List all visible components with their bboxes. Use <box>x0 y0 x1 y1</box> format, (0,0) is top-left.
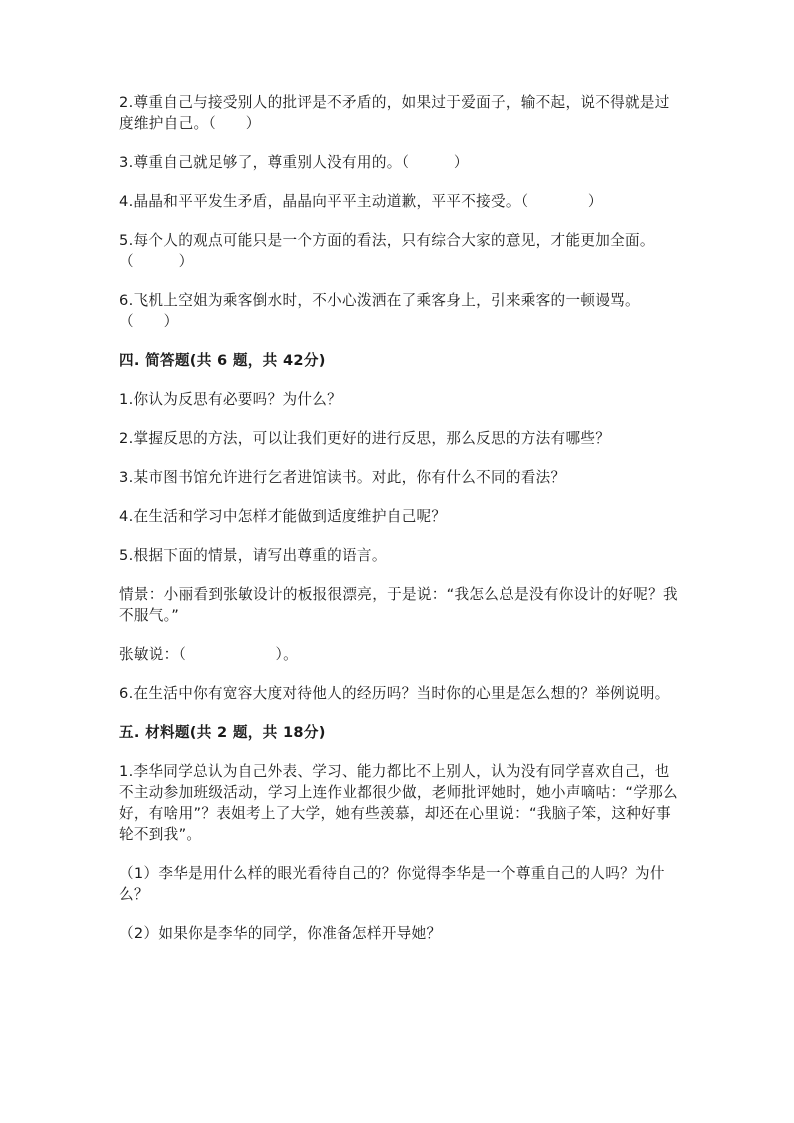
material-subquestion-1: （1）李华是用什么样的眼光看待自己的？你觉得李华是一个尊重自己的人吗？为什么？ <box>119 865 665 903</box>
worksheet-page <box>119 92 679 962</box>
section-5-heading: 五. 材料题(共 2 题，共 18分) <box>119 724 326 741</box>
short-answer-q2: 2.掌握反思的方法，可以让我们更好的进行反思，那么反思的方法有哪些？ <box>119 430 611 447</box>
material-passage: 1.李华同学总认为自己外表、学习、能力都比不上别人，认为没有同学喜欢自己，也不主动参加班级活动，学习上连作业都很少做，老师批评她时，她小声嘀咕：“学那么好，有啥用”？表姐考上了大学，她有些羡慕，却还在心里说：“我脑子笨，这种好事轮不到我”。 <box>119 763 678 843</box>
short-answer-q6: 6.在生活中你有宽容大度对待他人的经历吗？当时你的心里是怎么想的？举例说明。 <box>119 685 670 702</box>
short-answer-q5-answer: 张敏说：（ ）。 <box>119 646 299 663</box>
judgment-item-5: 5.每个人的观点可能只是一个方面的看法，只有综合大家的意见，才能更加全面。（ ） <box>119 232 655 270</box>
short-answer-q5-scenario: 情景：小丽看到张敏设计的板报很漂亮，于是说：“我怎么总是没有你设计的好呢？我不服气。” <box>119 586 678 624</box>
section-4-heading: 四. 简答题(共 6 题，共 42分) <box>119 352 326 369</box>
short-answer-q5: 5.根据下面的情景，请写出尊重的语言。 <box>119 547 387 564</box>
material-subquestion-2: （2）如果你是李华的同学，你准备怎样开导她？ <box>119 925 442 942</box>
short-answer-q4: 4.在生活和学习中怎样才能做到适度维护自己呢？ <box>119 508 447 525</box>
judgment-item-2: 2.尊重自己与接受别人的批评是不矛盾的，如果过于爱面子，输不起，说不得就是过度维护自己。（ ） <box>119 94 670 132</box>
judgment-item-3: 3.尊重自己就足够了，尊重别人没有用的。（ ） <box>119 154 469 171</box>
short-answer-q3: 3.某市图书馆允许进行乞者进馆读书。对此，你有什么不同的看法？ <box>119 469 566 486</box>
short-answer-q1: 1.你认为反思有必要吗？为什么？ <box>119 391 343 408</box>
judgment-item-4: 4.晶晶和平平发生矛盾，晶晶向平平主动道歉，平平不接受。（ ） <box>119 193 603 210</box>
judgment-item-6: 6.飞机上空姐为乘客倒水时，不小心泼洒在了乘客身上，引来乘客的一顿谩骂。（ ） <box>119 292 640 330</box>
